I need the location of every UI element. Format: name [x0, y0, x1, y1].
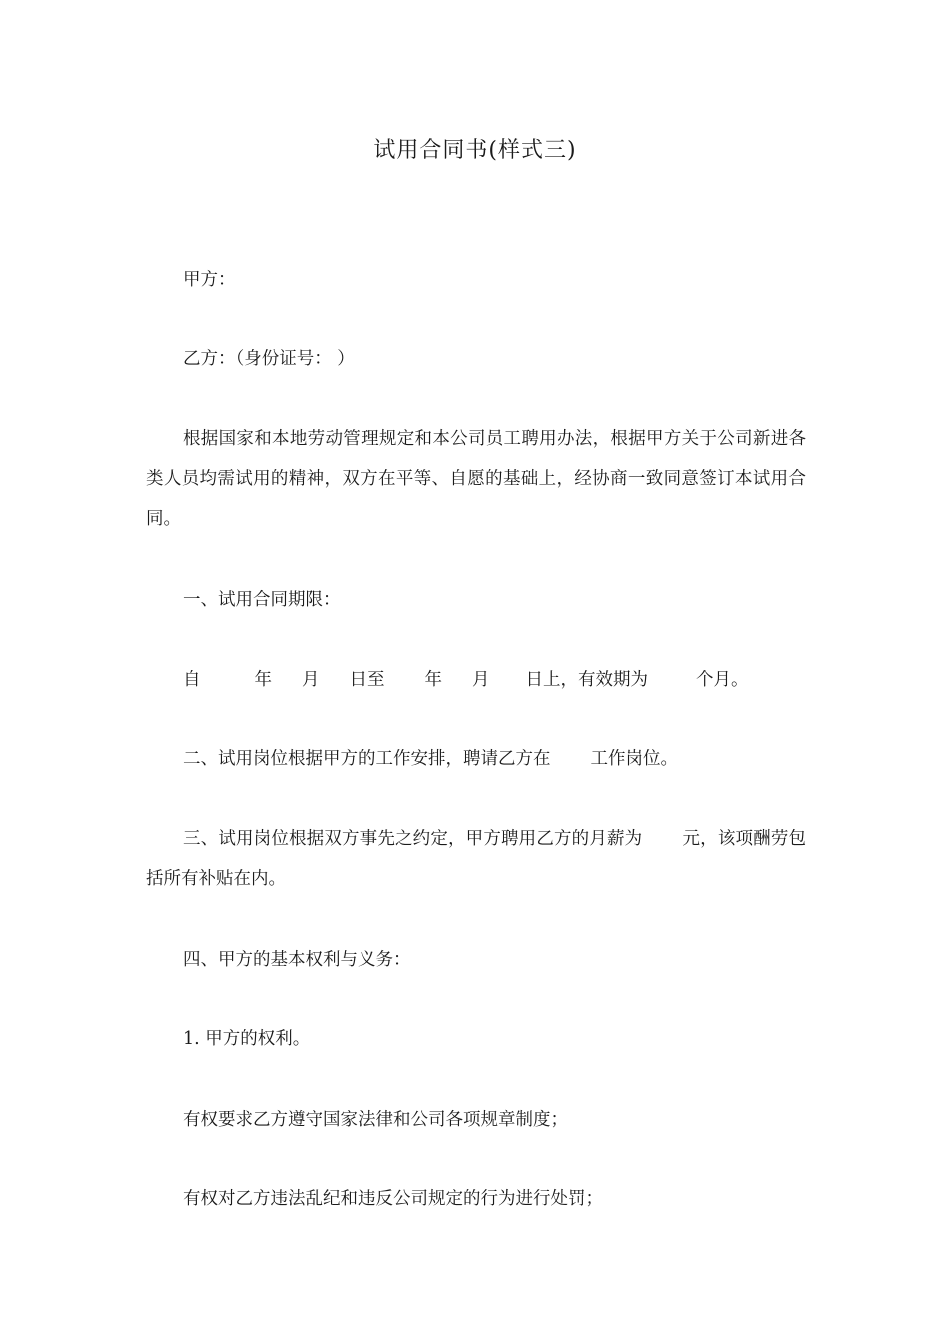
item1-heading: 1. 甲方的权利。	[183, 1029, 311, 1049]
term-day-to: 日至	[349, 670, 385, 690]
clause2-text-a: 二、试用岗位根据甲方的工作安排，聘请乙方在	[183, 749, 551, 769]
clause2-text-b: 工作岗位。	[590, 749, 678, 769]
clause2-line	[146, 739, 806, 779]
document-title: 试用合同书(样式三)	[373, 138, 577, 163]
preamble-paragraph: 根据国家和本地劳动管理规定和本公司员工聘用办法，根据甲方关于公司新进各类人员均需试用的精神，双方在平等、自愿的基础上，经协商一致同意签订本试用合同。	[146, 429, 806, 529]
right-1: 有权要求乙方遵守国家法律和公司各项规章制度；	[183, 1110, 568, 1130]
term-day-end: 日上，有效期为	[525, 670, 648, 690]
party-a-line: 甲方：	[183, 270, 236, 290]
clause1-term-line	[146, 660, 806, 700]
right-2: 有权对乙方违法乱纪和违反公司规定的行为进行处罚；	[183, 1189, 603, 1209]
term-from: 自	[183, 670, 201, 690]
clause3-text-b: 元，该项酬劳包括所有补贴在内。	[146, 829, 807, 889]
term-months: 个月。	[696, 670, 749, 690]
term-month-2: 月	[472, 670, 490, 690]
clause1-heading: 一、试用合同期限：	[183, 590, 341, 610]
term-year-1: 年	[254, 670, 272, 690]
clause3-text-a: 三、试用岗位根据双方事先之约定，甲方聘用乙方的月薪为	[183, 829, 643, 849]
clause3-paragraph	[146, 819, 806, 899]
party-b-line: 乙方：（身份证号： ）	[183, 349, 355, 369]
term-year-2: 年	[424, 670, 442, 690]
term-month-1: 月	[302, 670, 320, 690]
clause4-heading: 四、甲方的基本权利与义务：	[183, 950, 411, 970]
